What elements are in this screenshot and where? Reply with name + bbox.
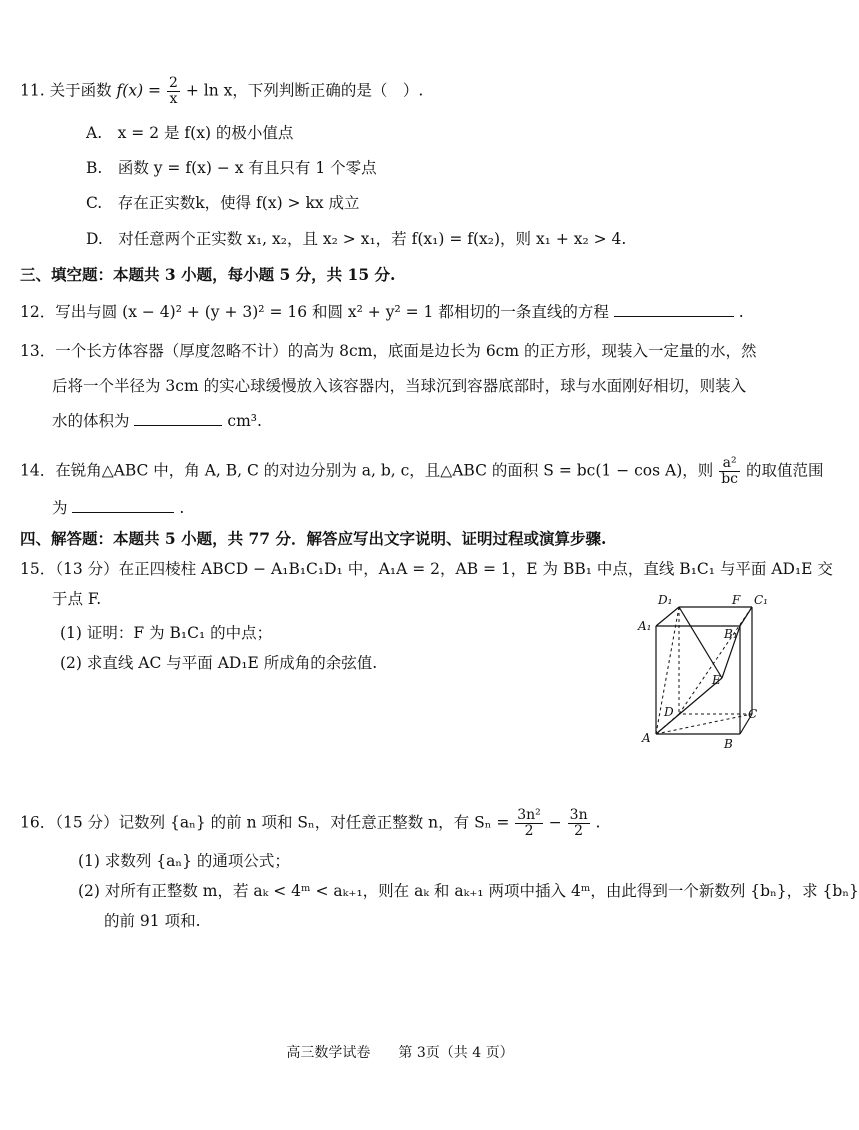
q16-part2-line2: 的前 91 项和. <box>104 912 201 930</box>
page-footer: 高三数学试卷 第 3页（共 4 页） <box>286 1045 514 1061</box>
q14-line2 <box>52 497 184 519</box>
q16-frac1-num: 3n² <box>517 807 541 823</box>
q13-line3-after: cm³. <box>227 412 262 430</box>
q14-fraction <box>719 456 740 487</box>
q11-option-d: D. 对任意两个正实数 x₁, x₂，且 x₂ > x₁，若 f(x₁) = f(x₂)，则 x₁ + x₂ > 4. <box>86 230 627 248</box>
q16-part2-line1: (2) 对所有正整数 m，若 aₖ < 4ᵐ < aₖ₊₁，则在 aₖ 和 aₖ₊₁ 两项中插入 4ᵐ，由此得到一个新数列 {bₙ}，求 {bₙ} <box>78 882 859 900</box>
q12-end: . <box>738 303 744 321</box>
section-3-heading: 三、填空题：本题共 3 小题，每小题 5 分，共 15 分. <box>20 265 396 284</box>
q16-frac1-den: 2 <box>524 823 534 839</box>
q15-part1: (1) 证明：F 为 B₁C₁ 的中点； <box>60 624 273 642</box>
q14-line2-before: 为 <box>52 499 68 517</box>
label-f: F <box>732 593 741 607</box>
q14-line2-after: . <box>179 499 185 517</box>
label-b1: B₁ <box>724 627 738 641</box>
q16-fraction-1 <box>515 808 543 839</box>
q14-answer-blank <box>72 498 174 513</box>
prism-figure <box>636 588 766 758</box>
q13-line2: 后将一个半径为 3cm 的实心球缓慢放入该容器内，当球沉到容器底部时，球与水面刚好相切，则装入 <box>52 377 747 395</box>
label-b: B <box>724 737 733 751</box>
q15-line2: 于点 F. <box>52 590 102 608</box>
q12-text: 12．写出与圆 (x − 4)² + (y + 3)² = 16 和圆 x² + y² = 1 都相切的一条直线的方程 <box>20 303 609 321</box>
q11-stem-before: 关于函数 <box>49 81 112 100</box>
q15-line1: 15．（13 分）在正四棱柱 ABCD − A₁B₁C₁D₁ 中，A₁A = 2，AB = 1，E 为 BB₁ 中点，直线 B₁C₁ 与平面 AD₁E 交 <box>20 560 833 578</box>
label-a1: A₁ <box>638 619 652 633</box>
q12 <box>20 301 744 323</box>
q16-fraction-2 <box>568 808 590 839</box>
q11-stem <box>20 76 423 107</box>
q11-option-a: A. x = 2 是 f(x) 的极小值点 <box>86 124 294 142</box>
label-d: D <box>664 705 674 719</box>
q13-answer-blank <box>134 411 222 426</box>
q16-before: 16．（15 分）记数列 {aₙ} 的前 n 项和 Sₙ，对任意正整数 n，有 Sₙ = <box>20 813 510 832</box>
q13-line3-before: 水的体积为 <box>52 412 130 430</box>
label-c: C <box>748 707 758 721</box>
q11-func-right: + ln x，下列判断正确的是（ ）. <box>185 81 424 100</box>
q16-frac2-den: 2 <box>574 823 584 839</box>
q13-line3 <box>52 410 262 432</box>
q14-frac-num: a² <box>719 456 740 472</box>
q11-frac-num: 2 <box>168 75 178 91</box>
q11-option-c: C. 存在正实数k，使得 f(x) > kx 成立 <box>86 194 360 212</box>
q14-after: 的取值范围 <box>745 461 824 480</box>
q13-line1: 13．一个长方体容器（厚度忽略不计）的高为 8cm，底面是边长为 6cm 的正方形，现装入一定量的水，然 <box>20 342 757 360</box>
q14-before: 14．在锐角△ABC 中，角 A, B, C 的对边分别为 a, b, c，且△ABC 的面积 S = bc(1 − cos A)，则 <box>20 461 714 480</box>
q12-answer-blank <box>614 302 734 317</box>
label-e: E <box>712 673 721 687</box>
q16-frac2-num: 3n <box>569 807 588 823</box>
q11-fraction <box>167 76 180 107</box>
q16-stem <box>20 808 600 839</box>
label-a: A <box>642 731 651 745</box>
q14-frac-den: bc <box>721 471 738 487</box>
q11-frac-den: x <box>169 91 178 107</box>
q16-end: . <box>595 813 601 832</box>
q16-minus: − <box>548 813 562 832</box>
q11-func-left: f(x) = <box>116 81 162 100</box>
section-4-heading: 四、解答题：本题共 5 小题，共 77 分．解答应写出文字说明、证明过程或演算步骤. <box>20 529 607 548</box>
q11-number: 11. <box>20 81 45 100</box>
q16-part1: (1) 求数列 {aₙ} 的通项公式； <box>78 852 290 870</box>
q15-part2: (2) 求直线 AC 与平面 AD₁E 所成角的余弦值. <box>60 654 378 672</box>
q14-line1 <box>20 456 823 487</box>
q11-option-b: B. 函数 y = f(x) − x 有且只有 1 个零点 <box>86 159 377 177</box>
label-d1: D₁ <box>658 593 673 607</box>
label-c1: C₁ <box>754 593 768 607</box>
